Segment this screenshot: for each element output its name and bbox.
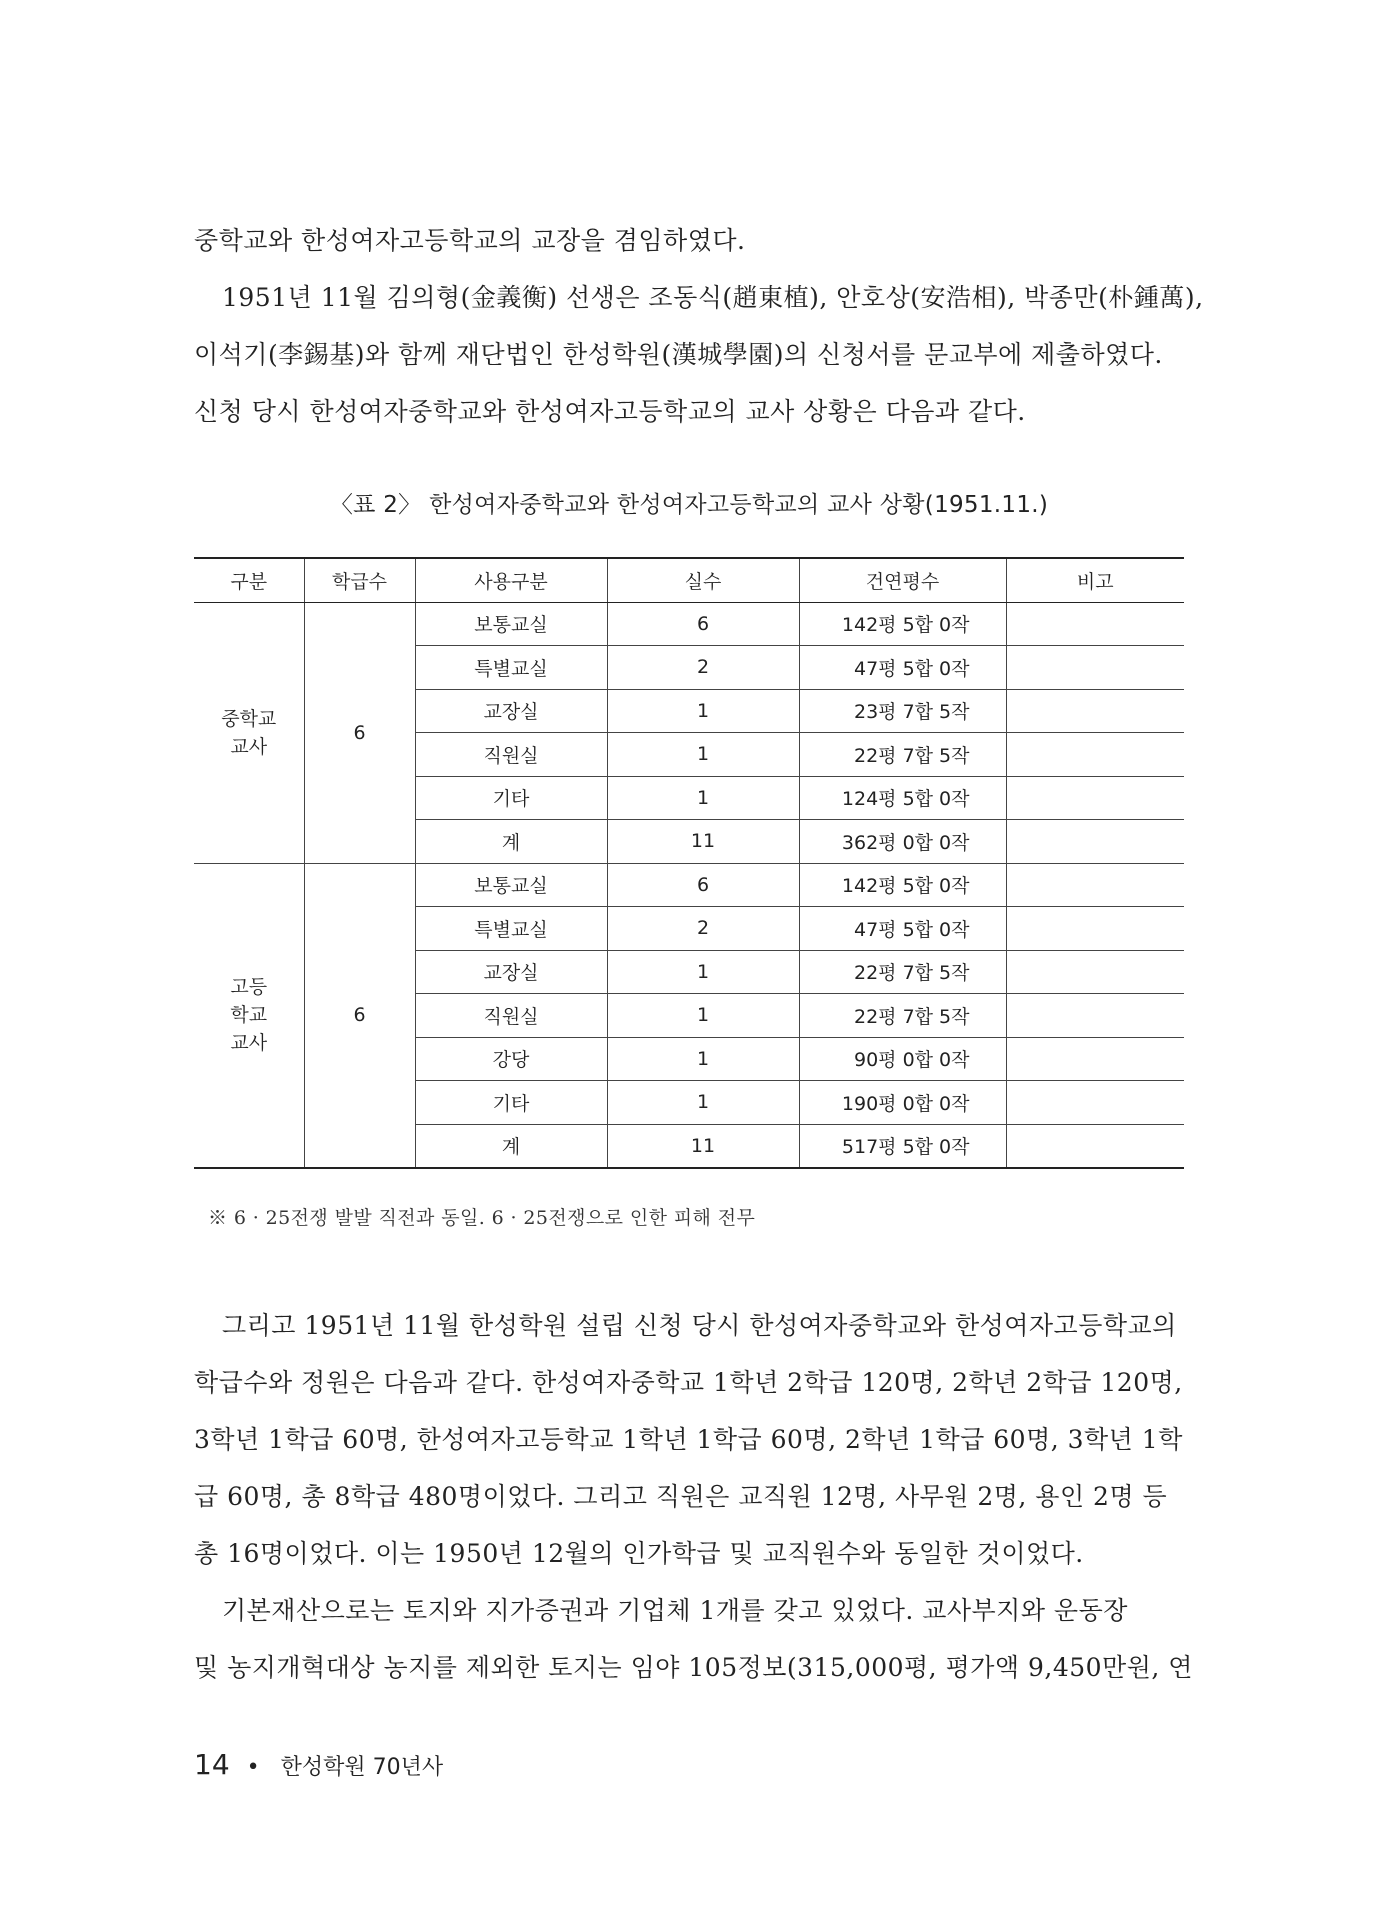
cell-rooms: 1 [607,689,799,733]
cell-use: 강당 [415,1037,607,1081]
page-number: 14 [194,1748,230,1781]
cell-remarks [1006,907,1184,951]
cell-remarks [1006,602,1184,646]
cell-area: 142평 5합 0작 [799,863,1006,907]
cell-area: 124평 5합 0작 [799,776,1006,820]
cell-area: 142평 5합 0작 [799,602,1006,646]
text-line: 총 16명이었다. 이는 1950년 12월의 인가학급 및 교직원수와 동일한 것이었다. [194,1539,1084,1568]
cell-use: 계 [415,820,607,864]
text-line: 신청 당시 한성여자중학교와 한성여자고등학교의 교사 상황은 다음과 같다. [194,397,1026,426]
cell-rooms: 1 [607,733,799,777]
cell-remarks [1006,950,1184,994]
cell-area: 517평 5합 0작 [799,1124,1006,1168]
text-line: 급 60명, 총 8학급 480명이었다. 그리고 직원은 교직원 12명, 사무원 2명, 용인 2명 등 [194,1482,1168,1511]
cell-rooms: 1 [607,994,799,1038]
cell-area: 362평 0합 0작 [799,820,1006,864]
body-paragraph [194,1297,1184,1582]
group-label-middle: 중학교 교사 [194,602,304,863]
cell-area: 90평 0합 0작 [799,1037,1006,1081]
cell-area: 47평 5합 0작 [799,907,1006,951]
cell-remarks [1006,646,1184,690]
body-paragraph [194,1582,1193,1696]
group-classes-middle: 6 [304,602,415,863]
text-line: 그리고 1951년 11월 한성학원 설립 신청 당시 한성여자중학교와 한성여자고등학교의 [222,1311,1177,1340]
header-use: 사용구분 [415,558,607,602]
cell-remarks [1006,820,1184,864]
text-line: 이석기(李錫基)와 함께 재단법인 한성학원(漢城學園)의 신청서를 문교부에 제출하였다. [194,340,1163,369]
cell-rooms: 1 [607,1081,799,1125]
cell-use: 교장실 [415,689,607,733]
cell-rooms: 11 [607,1124,799,1168]
book-title: 한성학원 70년사 [280,1755,444,1780]
header-category: 구분 [194,558,304,602]
cell-use: 보통교실 [415,602,607,646]
cell-rooms: 2 [607,646,799,690]
text-line: 3학년 1학급 60명, 한성여자고등학교 1학년 1학급 60명, 2학년 1학급 60명, 3학년 1학 [194,1425,1183,1454]
cell-remarks [1006,863,1184,907]
group-label-high: 고등 학교 교사 [194,863,304,1168]
cell-use: 기타 [415,1081,607,1125]
cell-remarks [1006,1081,1184,1125]
table-header-row [194,558,1184,602]
cell-area: 22평 7합 5작 [799,994,1006,1038]
classroom-table [194,557,1184,1169]
cell-area: 22평 7합 5작 [799,733,1006,777]
cell-use: 보통교실 [415,863,607,907]
cell-use: 직원실 [415,733,607,777]
cell-use: 기타 [415,776,607,820]
text-line: 기본재산으로는 토지와 지가증권과 기업체 1개를 갖고 있었다. 교사부지와 운동장 [222,1596,1128,1625]
table-row [194,602,1184,646]
text-line: 학급수와 정원은 다음과 같다. 한성여자중학교 1학년 2학급 120명, 2학년 2학급 120명, [194,1368,1183,1397]
cell-use: 직원실 [415,994,607,1038]
header-remarks: 비고 [1006,558,1184,602]
cell-area: 22평 7합 5작 [799,950,1006,994]
cell-use: 계 [415,1124,607,1168]
cell-remarks [1006,1124,1184,1168]
footer-separator: • [246,1755,260,1780]
header-area: 건연평수 [799,558,1006,602]
cell-rooms: 6 [607,863,799,907]
cell-area: 47평 5합 0작 [799,646,1006,690]
intro-paragraph [194,212,1204,440]
cell-rooms: 1 [607,950,799,994]
cell-remarks [1006,776,1184,820]
cell-rooms: 11 [607,820,799,864]
page-footer [194,1748,443,1781]
text-line: 및 농지개혁대상 농지를 제외한 토지는 임야 105정보(315,000평, 평가액 9,450만원, 연 [194,1653,1193,1682]
text-line: 중학교와 한성여자고등학교의 교장을 겸임하였다. [194,226,746,255]
cell-remarks [1006,1037,1184,1081]
cell-remarks [1006,994,1184,1038]
cell-use: 특별교실 [415,646,607,690]
cell-remarks [1006,689,1184,733]
cell-rooms: 2 [607,907,799,951]
text-line: 1951년 11월 김의형(金義衡) 선생은 조동식(趙東植), 안호상(安浩相), 박종만(朴鍾萬), [222,283,1204,312]
table-row [194,863,1184,907]
header-rooms: 실수 [607,558,799,602]
cell-area: 190평 0합 0작 [799,1081,1006,1125]
cell-use: 특별교실 [415,907,607,951]
cell-area: 23평 7합 5작 [799,689,1006,733]
cell-remarks [1006,733,1184,777]
cell-rooms: 6 [607,602,799,646]
table-caption: 〈표 2〉 한성여자중학교와 한성여자고등학교의 교사 상황(1951.11.) [329,492,1049,518]
cell-rooms: 1 [607,1037,799,1081]
table-footnote: ※ 6 · 25전쟁 발발 직전과 동일. 6 · 25전쟁으로 인한 피해 전무 [208,1207,756,1229]
header-classes: 학급수 [304,558,415,602]
group-classes-high: 6 [304,863,415,1168]
cell-use: 교장실 [415,950,607,994]
cell-rooms: 1 [607,776,799,820]
